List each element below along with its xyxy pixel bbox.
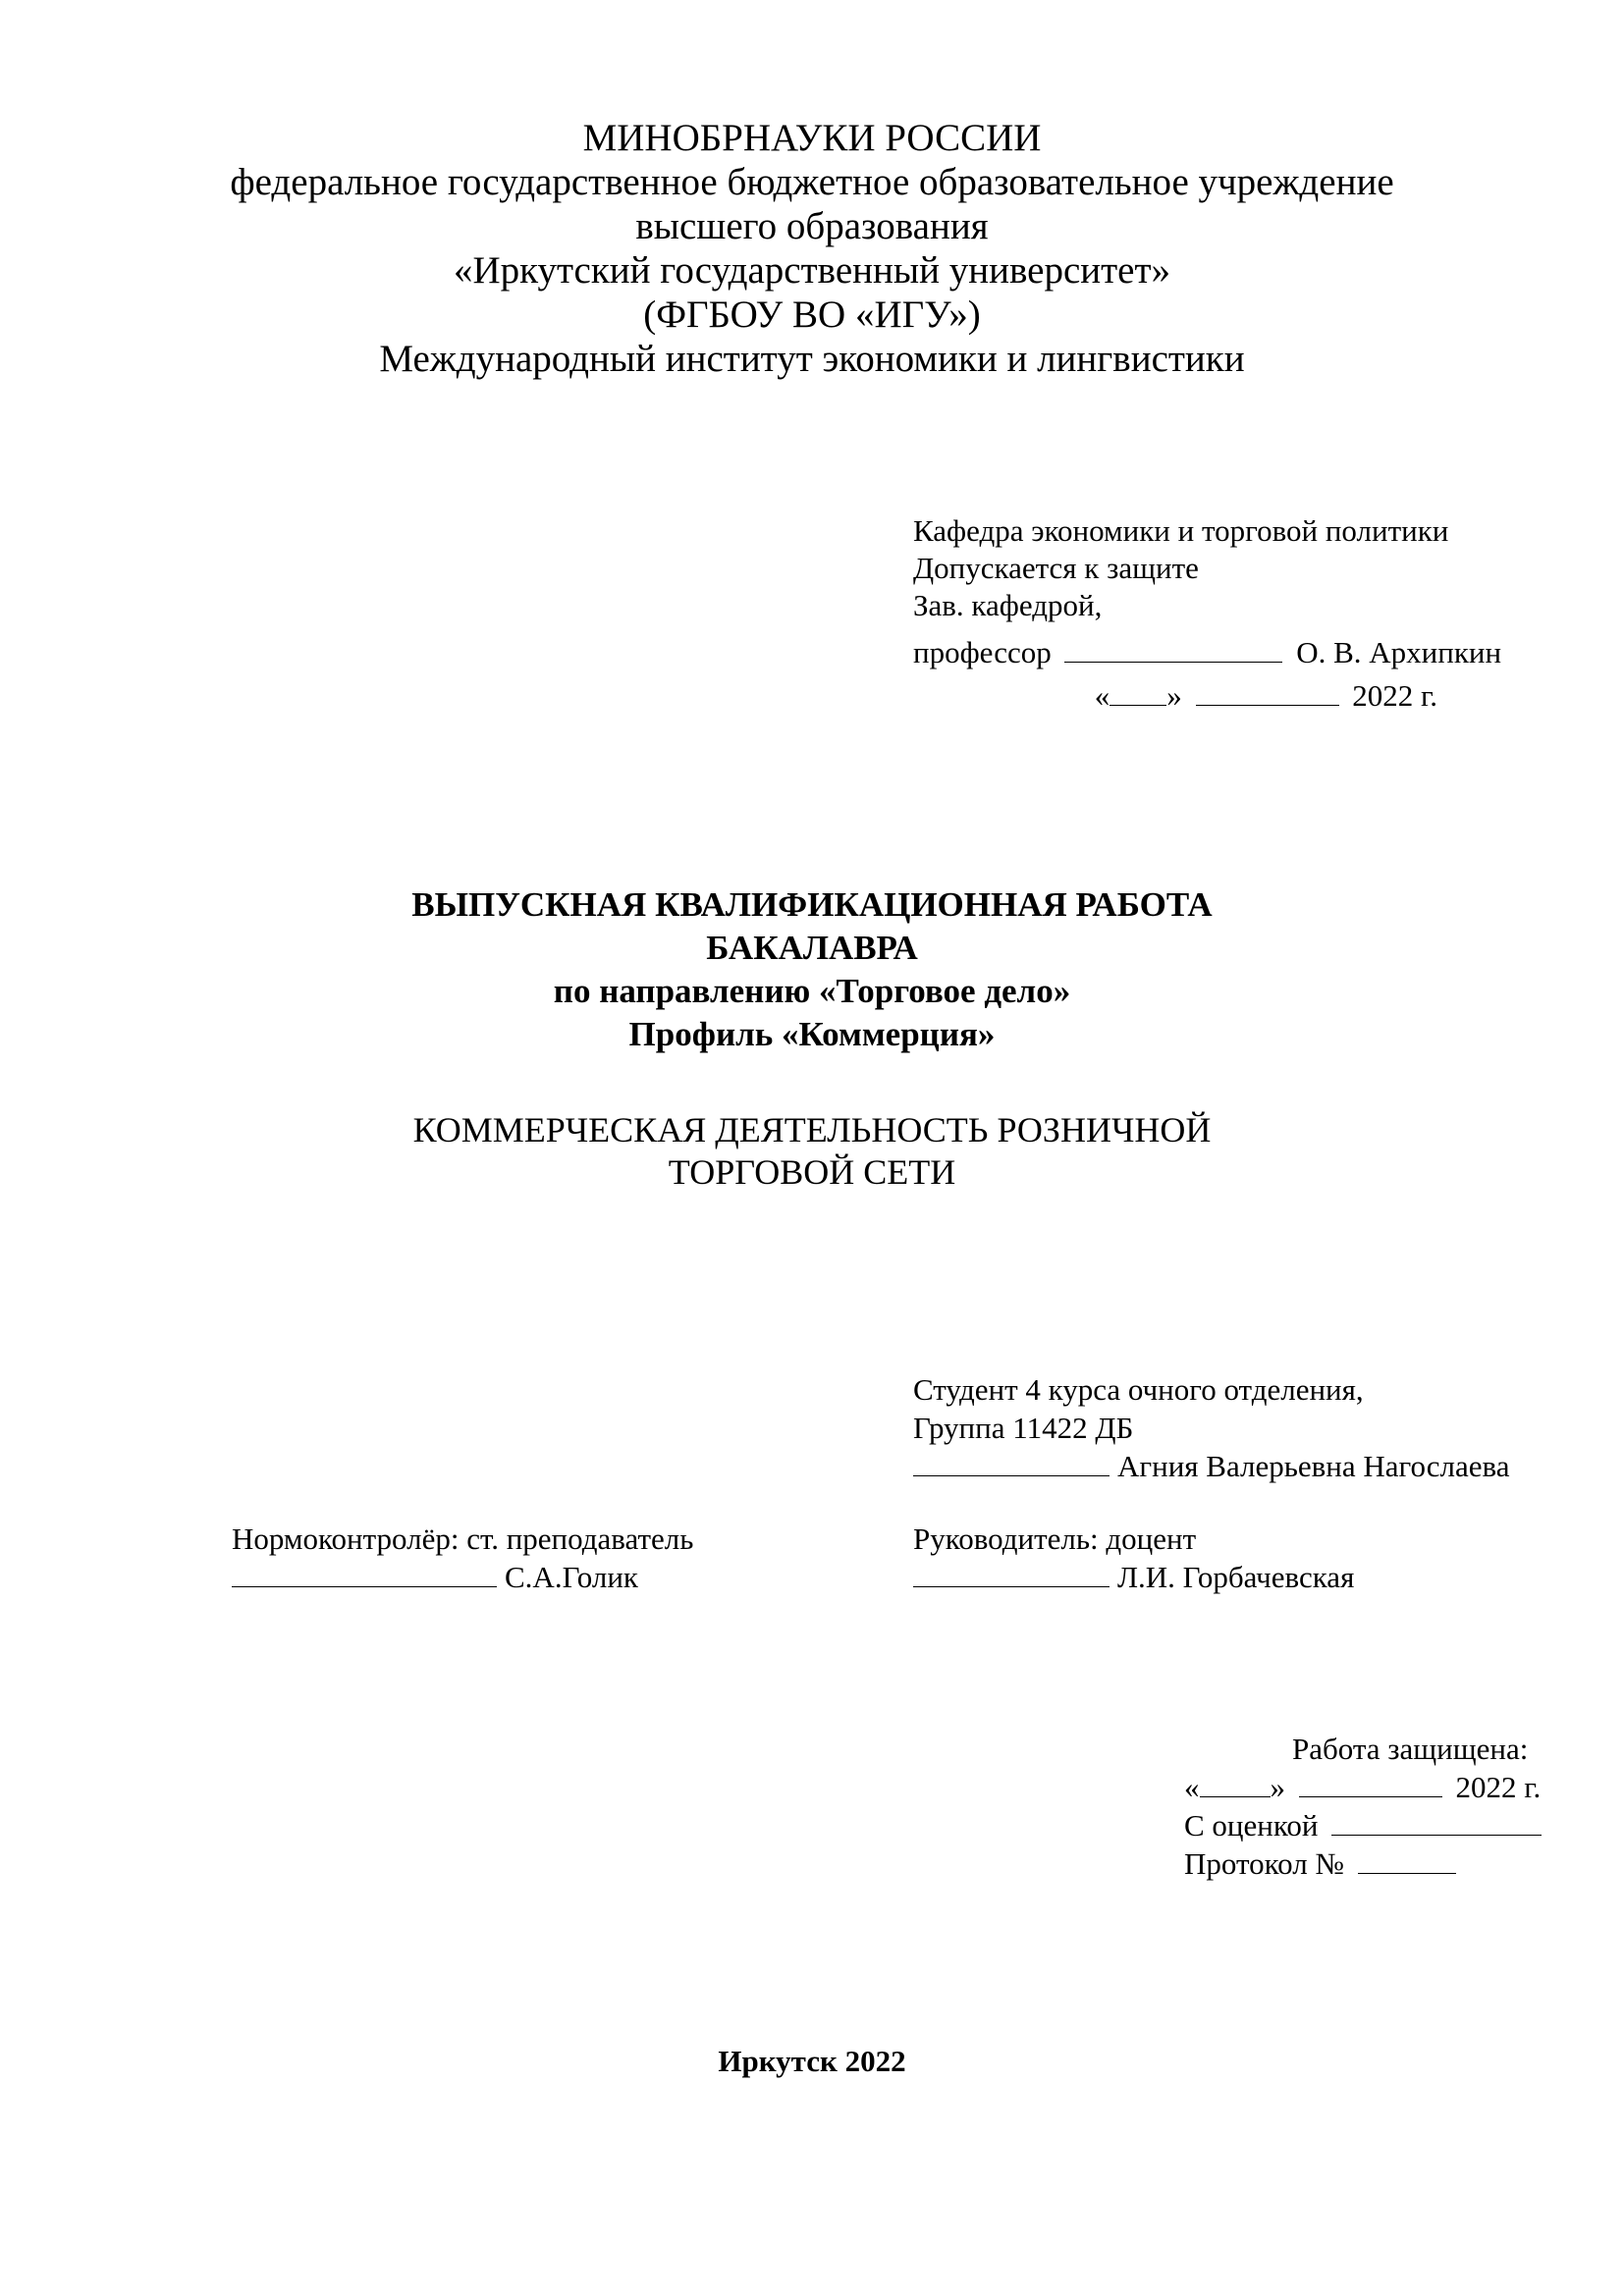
normcontrol-signature-blank [232, 1563, 497, 1587]
defense-date-close-quote: » [1270, 1770, 1285, 1804]
defense-block [1184, 1730, 1542, 1883]
defense-day-blank [1200, 1773, 1271, 1797]
supervisor-signature-blank [913, 1563, 1110, 1587]
university-abbreviation: (ФГБОУ ВО «ИГУ») [643, 294, 981, 336]
date-close-quote: » [1166, 678, 1182, 713]
date-open-quote: « [1094, 678, 1110, 713]
defense-title: Работа защищена: [1292, 1732, 1529, 1766]
protocol-line [1184, 1844, 1542, 1883]
approval-date-line [913, 677, 1542, 715]
defense-year: 2022 г. [1455, 1770, 1542, 1804]
institution-type: федеральное государственное бюджетное образовательное учреждение [230, 161, 1394, 203]
institute-name: Международный институт экономики и лингвистики [379, 338, 1245, 380]
work-type-line1: ВЫПУСКНАЯ КВАЛИФИКАЦИОННАЯ РАБОТА [411, 885, 1213, 924]
supervisor-block [913, 1520, 1354, 1596]
topic-line1: КОММЕРЧЕСКАЯ ДЕЯТЕЛЬНОСТЬ РОЗНИЧНОЙ [412, 1110, 1212, 1149]
grade-blank [1331, 1811, 1542, 1836]
university-name: «Иркутский государственный университет» [453, 249, 1171, 292]
department-name: Кафедра экономики и торговой политики [913, 513, 1449, 548]
topic-block [0, 1109, 1624, 1194]
grade-label: С оценкой [1184, 1808, 1319, 1842]
ministry-name: МИНОБРНАУКИ РОССИИ [582, 117, 1042, 159]
work-type-line2: БАКАЛАВРА [706, 929, 918, 967]
supervisor-signature-line [913, 1558, 1354, 1596]
defense-date-line [1184, 1768, 1542, 1806]
defense-month-blank [1299, 1773, 1442, 1797]
work-title-block [0, 883, 1624, 1056]
admitted-label: Допускается к защите [913, 551, 1199, 585]
city-year: Иркутск 2022 [718, 2044, 906, 2078]
topic-line2: ТОРГОВОЙ СЕТИ [668, 1152, 956, 1192]
normcontrol-signature-line [232, 1558, 693, 1596]
supervisor-role: Руководитель: доцент [913, 1522, 1197, 1556]
supervisor-name: Л.И. Горбачевская [1117, 1560, 1355, 1594]
protocol-label: Протокол № [1184, 1846, 1344, 1881]
student-course: Студент 4 курса очного отделения, [913, 1372, 1364, 1407]
student-signature-blank [913, 1452, 1110, 1476]
head-name: О. В. Архипкин [1296, 635, 1502, 669]
institution-header [0, 116, 1624, 381]
normcontrol-role: Нормоконтролёр: ст. преподаватель [232, 1522, 694, 1556]
normcontrol-block [232, 1520, 693, 1596]
student-block [913, 1370, 1509, 1485]
normcontrol-name: С.А.Голик [505, 1560, 638, 1594]
head-position: профессор [913, 635, 1052, 669]
study-profile: Профиль «Коммерция» [628, 1015, 996, 1053]
date-day-blank [1110, 681, 1166, 706]
study-direction: по направлению «Торговое дело» [553, 972, 1071, 1010]
student-signature-line [913, 1447, 1509, 1485]
education-level: высшего образования [635, 205, 989, 247]
head-signature-line [913, 634, 1542, 671]
head-signature-blank [1064, 638, 1282, 663]
protocol-number-blank [1358, 1849, 1456, 1874]
approval-block [913, 512, 1542, 715]
student-group: Группа 11422 ДБ [913, 1411, 1134, 1445]
head-title: Зав. кафедрой, [913, 588, 1103, 622]
grade-line [1184, 1806, 1542, 1844]
student-name: Агния Валерьевна Нагослаева [1117, 1449, 1510, 1483]
defense-date-open-quote: « [1184, 1770, 1200, 1804]
date-month-blank [1196, 681, 1339, 706]
approval-year: 2022 г. [1352, 678, 1437, 713]
